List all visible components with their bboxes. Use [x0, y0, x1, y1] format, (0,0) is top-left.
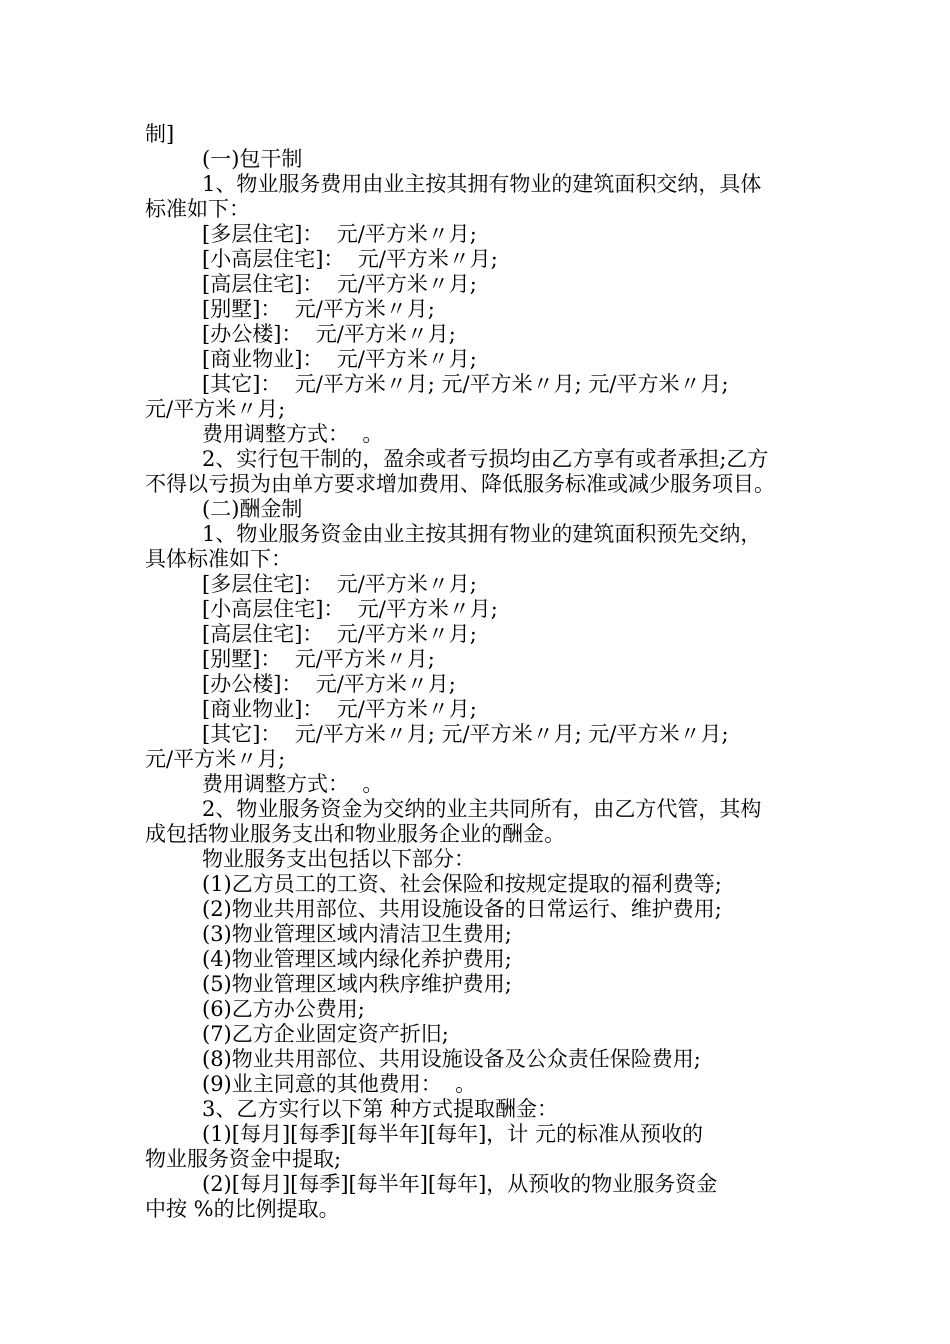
text-line: (一)包干制 [202, 147, 303, 171]
text-line: (3)物业管理区域内清洁卫生费用; [202, 922, 512, 946]
text-line: (5)物业管理区域内秩序维护费用; [202, 972, 512, 996]
text-line: 2、实行包干制的，盈余或者亏损均由乙方享有或者承担;乙方 [202, 447, 769, 471]
text-line: (8)物业共用部位、共用设施设备及公众责任保险费用; [202, 1047, 701, 1071]
text-line: [高层住宅]： 元/平方米〃月; [202, 622, 477, 646]
text-line: (9)业主同意的其他费用： 。 [202, 1072, 477, 1096]
text-line: [多层住宅]： 元/平方米〃月; [202, 222, 477, 246]
text-line: 不得以亏损为由单方要求增加费用、降低服务标准或减少服务项目。 [145, 472, 775, 496]
text-line: (二)酬金制 [202, 497, 303, 521]
text-line: 费用调整方式： 。 [202, 422, 384, 446]
text-line: [别墅]： 元/平方米〃月; [202, 297, 435, 321]
text-line: (7)乙方企业固定资产折旧; [202, 1022, 449, 1046]
text-line: 成包括物业服务支出和物业服务企业的酬金。 [145, 822, 565, 846]
text-line: [别墅]： 元/平方米〃月; [202, 647, 435, 671]
text-line: 标准如下： [145, 197, 250, 221]
text-line: 1、物业服务资金由业主按其拥有物业的建筑面积预先交纳， [202, 522, 762, 546]
text-line: (1)乙方员工的工资、社会保险和按规定提取的福利费等; [202, 872, 722, 896]
text-line: 元/平方米〃月; [145, 747, 286, 771]
text-line: 物业服务资金中提取; [145, 1147, 342, 1171]
text-line: [办公楼]： 元/平方米〃月; [202, 322, 456, 346]
text-line: (4)物业管理区域内绿化养护费用; [202, 947, 512, 971]
text-line: 元/平方米〃月; [145, 397, 286, 421]
text-line: 制] [145, 122, 175, 146]
text-line: [其它]： 元/平方米〃月; 元/平方米〃月; 元/平方米〃月; [202, 722, 729, 746]
text-line: [办公楼]： 元/平方米〃月; [202, 672, 456, 696]
text-line: [高层住宅]： 元/平方米〃月; [202, 272, 477, 296]
text-line: [多层住宅]： 元/平方米〃月; [202, 572, 477, 596]
text-line: 2、物业服务资金为交纳的业主共同所有，由乙方代管，其构 [202, 797, 762, 821]
text-line: 具体标准如下： [145, 547, 292, 571]
text-line: (1)[每月][每季][每半年][每年]，计 元的标准从预收的 [202, 1122, 703, 1146]
text-line: [商业物业]： 元/平方米〃月; [202, 347, 477, 371]
text-line: 物业服务支出包括以下部分： [202, 847, 475, 871]
text-line: 中按 %的比例提取。 [145, 1197, 340, 1221]
text-line: [商业物业]： 元/平方米〃月; [202, 697, 477, 721]
text-line: 费用调整方式： 。 [202, 772, 384, 796]
text-line: (2)物业共用部位、共用设施设备的日常运行、维护费用; [202, 897, 722, 921]
text-line: 3、乙方实行以下第 种方式提取酬金： [202, 1097, 559, 1121]
text-line: [小高层住宅]： 元/平方米〃月; [202, 597, 498, 621]
text-line: (6)乙方办公费用; [202, 997, 365, 1021]
text-line: (2)[每月][每季][每半年][每年]，从预收的物业服务资金 [202, 1172, 718, 1196]
text-line: [其它]： 元/平方米〃月; 元/平方米〃月; 元/平方米〃月; [202, 372, 729, 396]
text-line: 1、物业服务费用由业主按其拥有物业的建筑面积交纳，具体 [202, 172, 762, 196]
document-body [145, 122, 830, 1222]
text-line: [小高层住宅]： 元/平方米〃月; [202, 247, 498, 271]
